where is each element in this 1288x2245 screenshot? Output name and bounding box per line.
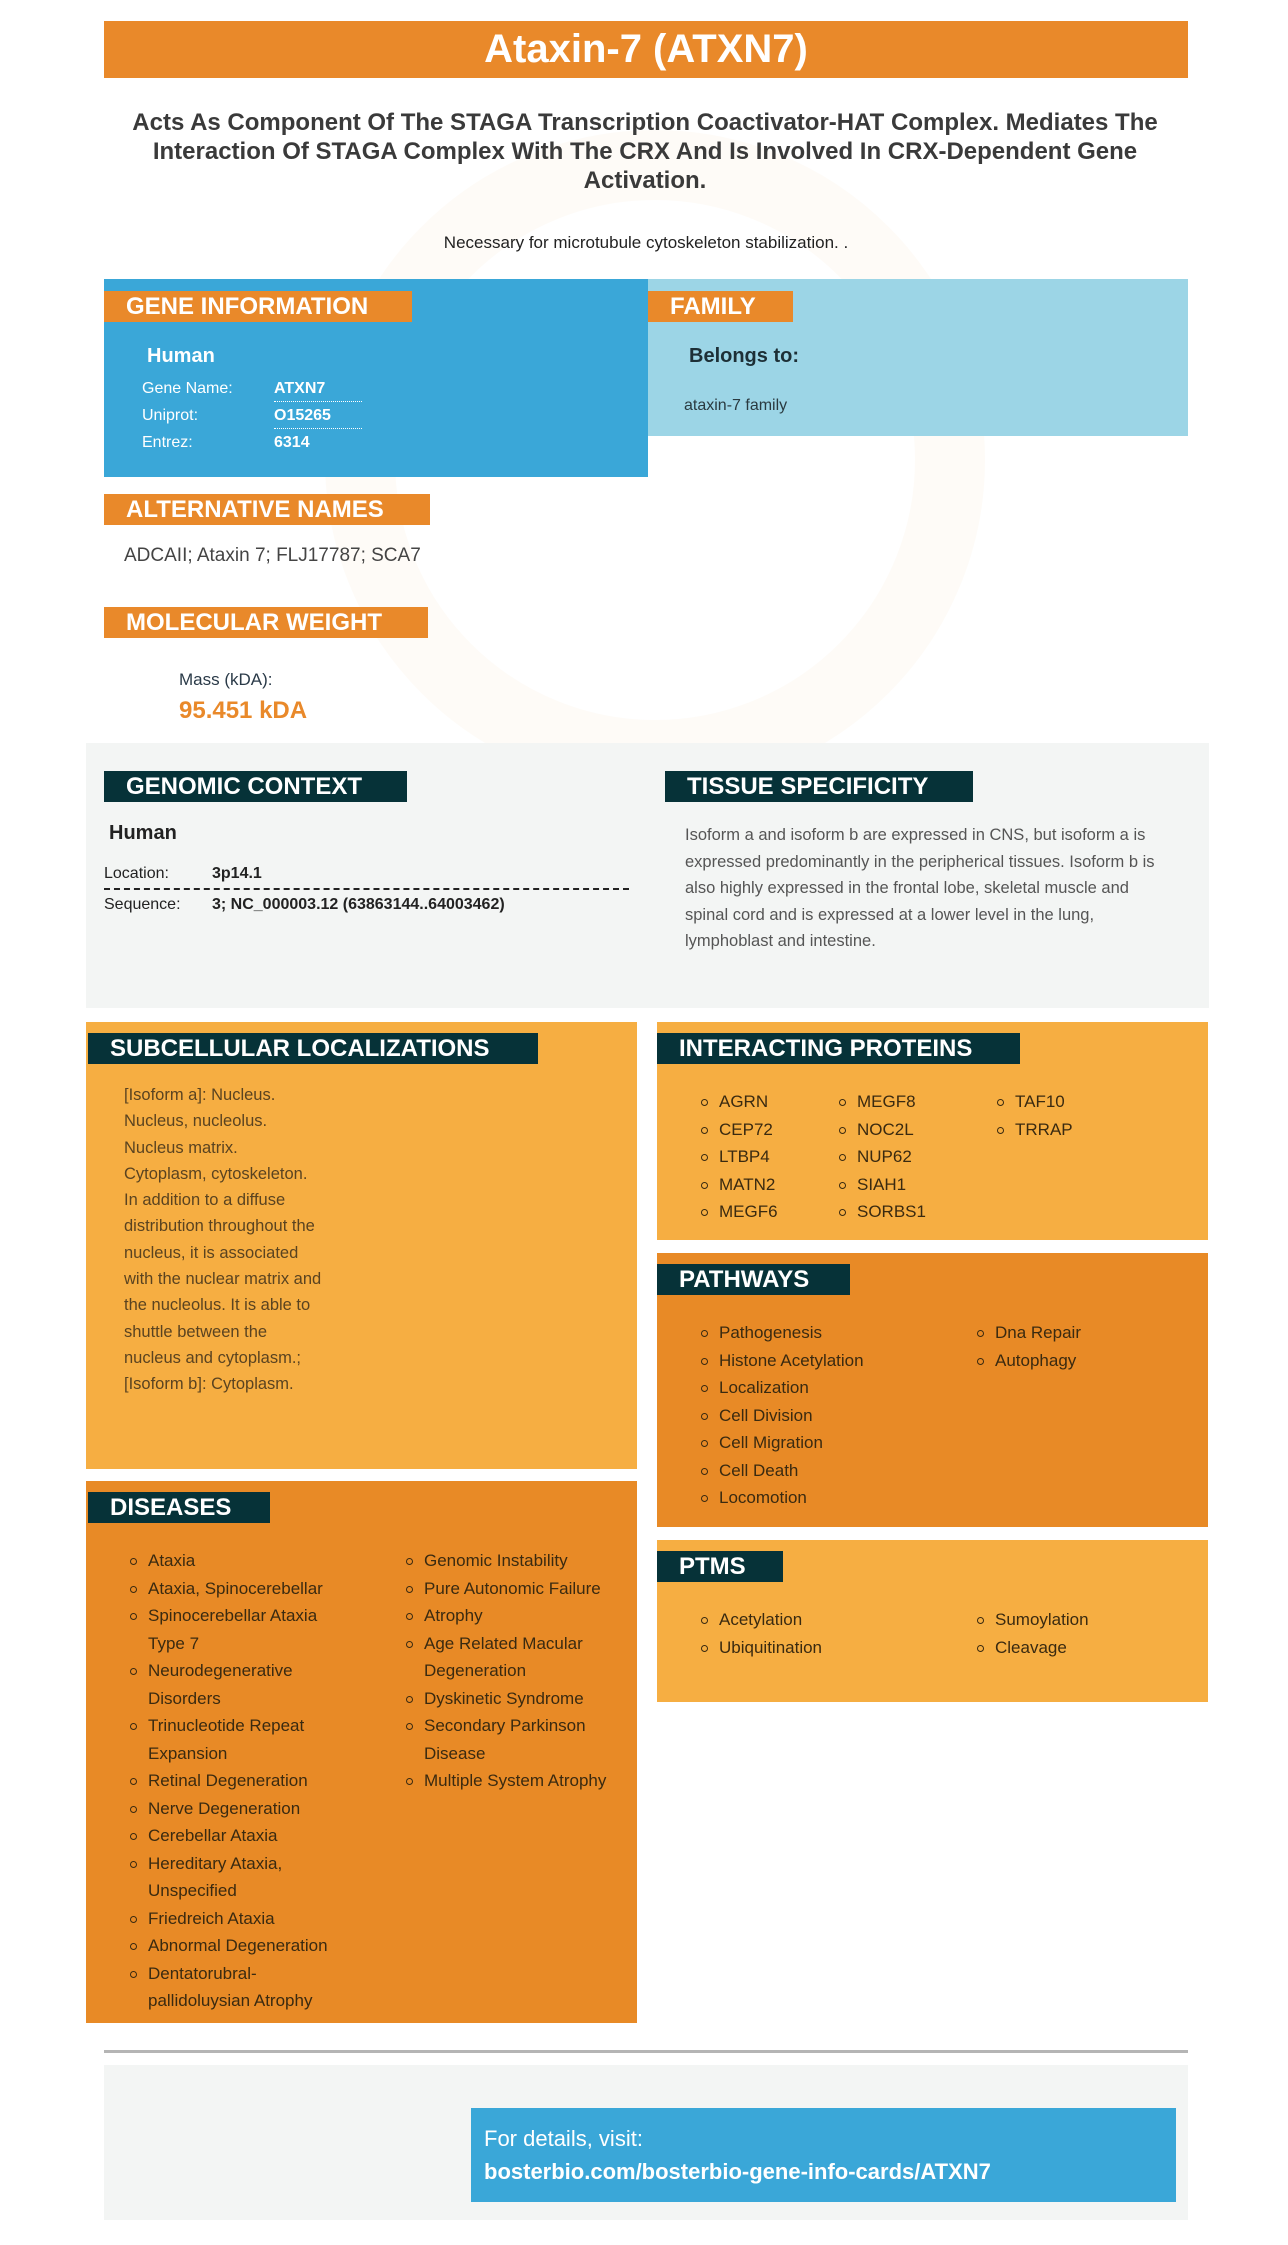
mass-label: Mass (kDA): <box>179 670 273 689</box>
subcellular-panel <box>86 1022 637 1469</box>
location-row <box>104 860 629 890</box>
list-item: Acetylation <box>699 1606 822 1634</box>
gene-info-table <box>142 375 362 456</box>
genomic-species: Human <box>109 822 177 844</box>
gene-information-panel <box>104 279 648 477</box>
family-value: ataxin-7 family <box>684 397 788 414</box>
list-item: AGRN <box>699 1088 778 1116</box>
gene-information-heading: GENE INFORMATION <box>104 291 412 322</box>
gene-info-row <box>142 375 362 402</box>
ptms-column-1 <box>699 1606 822 1661</box>
list-item: Cerebellar Ataxia <box>128 1822 348 1850</box>
ptms-heading: PTMS <box>657 1551 783 1582</box>
list-item: Multiple System Atrophy <box>404 1767 619 1795</box>
family-heading: FAMILY <box>648 291 793 322</box>
function-note: Necessary for microtubule cytoskeleton stabilization. . <box>443 233 849 252</box>
mass-value: 95.451 kDA <box>179 697 308 724</box>
list-item: Hereditary Ataxia, Unspecified <box>128 1850 348 1905</box>
list-item: Histone Acetylation <box>699 1347 864 1375</box>
list-item: Pure Autonomic Failure <box>404 1575 619 1603</box>
function-description: Acts As Component Of The STAGA Transcription Coactivator-HAT Complex. Mediates The Interaction Of STAGA Complex With The CRX And Is Involved In CRX-Dependent Gene Activation. <box>132 109 1158 194</box>
diseases-column-2 <box>404 1547 619 1795</box>
pathways-heading: PATHWAYS <box>657 1264 850 1295</box>
list-item: Friedreich Ataxia <box>128 1905 348 1933</box>
entrez-label: Entrez: <box>142 433 193 451</box>
molecular-weight-heading: MOLECULAR WEIGHT <box>104 607 428 638</box>
list-item: CEP72 <box>699 1116 778 1144</box>
list-item: SIAH1 <box>837 1171 926 1199</box>
alternative-names-heading: ALTERNATIVE NAMES <box>104 494 430 525</box>
pathways-panel <box>657 1253 1208 1527</box>
list-item: Sumoylation <box>975 1606 1089 1634</box>
list-item: Trinucleotide Repeat Expansion <box>128 1712 348 1767</box>
list-item: Retinal Degeneration <box>128 1767 348 1795</box>
list-item: Cell Death <box>699 1457 864 1485</box>
list-item: TAF10 <box>995 1088 1073 1116</box>
pathways-column-2 <box>975 1319 1081 1374</box>
list-item: Dyskinetic Syndrome <box>404 1685 619 1713</box>
list-item: Cell Division <box>699 1402 864 1430</box>
list-item: Cleavage <box>975 1634 1089 1662</box>
list-item: Abnormal Degeneration <box>128 1932 348 1960</box>
gene-info-row <box>142 402 362 429</box>
gene-name-label: Gene Name: <box>142 379 233 397</box>
uniprot-value: O15265 <box>274 402 362 429</box>
ptms-panel <box>657 1540 1208 1702</box>
gene-info-row <box>142 429 362 456</box>
list-item: LTBP4 <box>699 1143 778 1171</box>
list-item: Genomic Instability <box>404 1547 619 1575</box>
location-label: Location: <box>104 865 169 882</box>
tissue-specificity-heading: TISSUE SPECIFICITY <box>665 771 973 802</box>
list-item: Pathogenesis <box>699 1319 864 1347</box>
details-label: For details, visit: <box>484 2126 643 2151</box>
pathways-column-1 <box>699 1319 864 1512</box>
list-item: MEGF8 <box>837 1088 926 1116</box>
list-item: MATN2 <box>699 1171 778 1199</box>
family-panel <box>648 279 1188 436</box>
list-item: Localization <box>699 1374 864 1402</box>
list-item: Dna Repair <box>975 1319 1081 1347</box>
subcellular-text: [Isoform a]: Nucleus. Nucleus, nucleolus. Nucleus matrix. Cytoplasm, cytoskeleton. In addition to a diffuse distribution throughout the nucleus, it is associated with the nuclear matrix and the nucleolus. It is able to shuttle between the nucleus and cytoplasm.; [Isoform b]: Cytoplasm. <box>124 1086 322 1394</box>
genomic-context-table <box>104 860 629 920</box>
list-item: Dentatorubral-pallidoluysian Atrophy <box>128 1960 348 2015</box>
list-item: Cell Migration <box>699 1429 864 1457</box>
list-item: Spinocerebellar Ataxia Type 7 <box>128 1602 348 1657</box>
list-item: SORBS1 <box>837 1198 926 1226</box>
uniprot-label: Uniprot: <box>142 406 199 424</box>
list-item: Ataxia, Spinocerebellar <box>128 1575 348 1603</box>
list-item: NUP62 <box>837 1143 926 1171</box>
details-url-link[interactable]: bosterbio.com/bosterbio-gene-info-cards/ATXN7 <box>484 2159 991 2184</box>
list-item: TRRAP <box>995 1116 1073 1144</box>
list-item: Ataxia <box>128 1547 348 1575</box>
list-item: Atrophy <box>404 1602 619 1630</box>
genomic-context-heading: GENOMIC CONTEXT <box>104 771 407 802</box>
list-item: Autophagy <box>975 1347 1081 1375</box>
page-title: Ataxin-7 (ATXN7) <box>104 21 1188 78</box>
subcellular-heading: SUBCELLULAR LOCALIZATIONS <box>88 1033 538 1064</box>
interacting-column-1 <box>699 1088 778 1226</box>
family-belongs-label: Belongs to: <box>689 345 799 367</box>
alternative-names-value: ADCAII; Ataxin 7; FLJ17787; SCA7 <box>124 545 421 566</box>
gene-species: Human <box>147 345 215 367</box>
sequence-label: Sequence: <box>104 896 181 913</box>
list-item: Age Related Macular Degeneration <box>404 1630 619 1685</box>
gene-name-value: ATXN7 <box>274 375 362 402</box>
list-item: NOC2L <box>837 1116 926 1144</box>
interacting-column-3 <box>995 1088 1073 1143</box>
interacting-proteins-panel <box>657 1022 1208 1240</box>
diseases-panel <box>86 1481 637 2023</box>
diseases-column-1 <box>128 1547 348 2015</box>
location-value: 3p14.1 <box>212 865 262 882</box>
diseases-heading: DISEASES <box>88 1492 270 1523</box>
interacting-column-2 <box>837 1088 926 1226</box>
tissue-specificity-text: Isoform a and isoform b are expressed in CNS, but isoform a is expressed predominantly in the peripherical tissues. Isoform b is also highly expressed in the frontal lobe, skeletal muscle and spinal cord and is expressed at a lower level in the lung, lymphoblast and intestine. <box>685 826 1155 950</box>
list-item: Ubiquitination <box>699 1634 822 1662</box>
list-item: Secondary Parkinson Disease <box>404 1712 619 1767</box>
list-item: Nerve Degeneration <box>128 1795 348 1823</box>
interacting-proteins-heading: INTERACTING PROTEINS <box>657 1033 1020 1064</box>
list-item: MEGF6 <box>699 1198 778 1226</box>
footer-divider <box>104 2050 1188 2053</box>
list-item: Locomotion <box>699 1484 864 1512</box>
sequence-value: 3; NC_000003.12 (63863144..64003462) <box>212 896 505 913</box>
ptms-column-2 <box>975 1606 1089 1661</box>
sequence-row <box>104 890 629 920</box>
details-link-box[interactable] <box>471 2108 1176 2202</box>
entrez-value: 6314 <box>274 434 310 451</box>
list-item: Neurodegenerative Disorders <box>128 1657 348 1712</box>
